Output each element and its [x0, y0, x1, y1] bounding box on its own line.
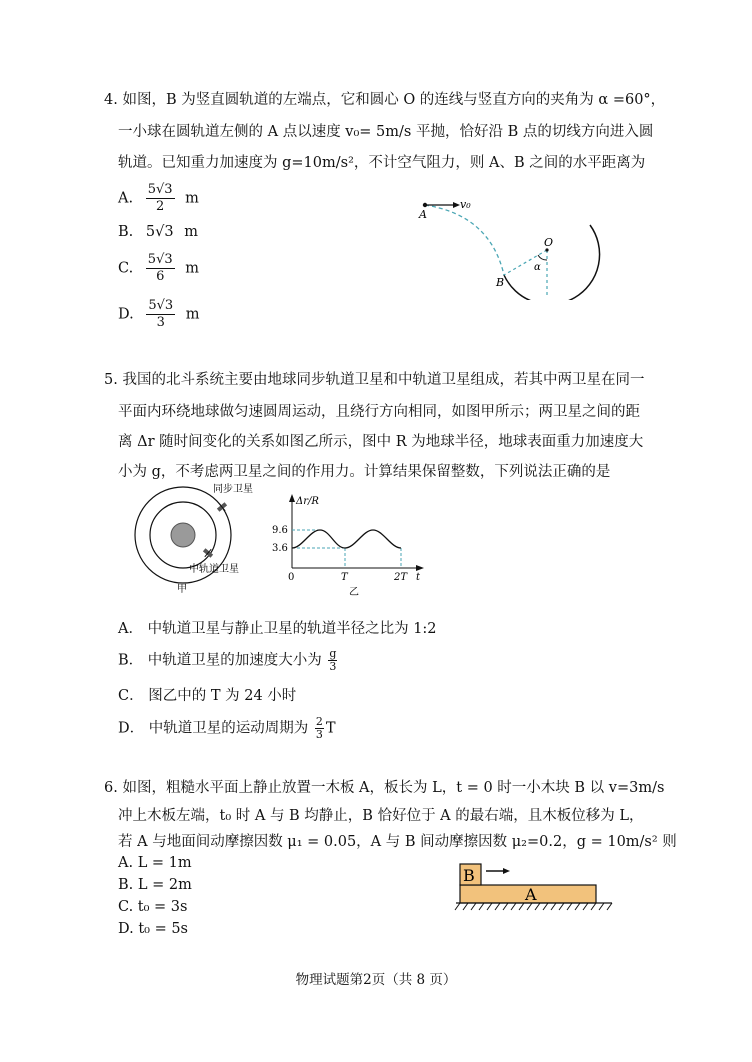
q6-option-c[interactable]: C. t₀ = 3s	[118, 899, 188, 915]
q5-line-4: 小为 g，不考虑两卫星之间的作用力。计算结果保留整数，下列说法正确的是	[118, 464, 611, 480]
q5-distance-time-graph	[270, 490, 430, 600]
q6-line-1: 6. 如图，粗糙水平面上静止放置一木板 A，板长为 L，t = 0 时一小木块 B 以 v=3m/s	[104, 780, 665, 796]
q6-option-a[interactable]: A. L = 1m	[118, 855, 192, 871]
q5-line-3: 离 Δr 随时间变化的关系如图乙所示，图中 R 为地球半径，地球表面重力加速度大	[118, 434, 644, 450]
y-axis-arrow	[289, 494, 295, 502]
label-b: B	[463, 866, 475, 885]
q5-orbit-figure	[125, 480, 285, 595]
q4-option-d[interactable]	[118, 298, 200, 331]
q6-option-b[interactable]: B. L = 2m	[118, 877, 192, 893]
q4-option-c-fraction: $\frac{5√3}{6}$	[147, 252, 173, 284]
q4-option-c-unit: m	[185, 260, 199, 277]
q4-line-3: 轨道。已知重力加速度为 g=10m/s²，不计空气阻力，则 A、B 之间的水平距离为	[118, 155, 646, 171]
x-axis-arrow	[416, 565, 424, 571]
q5-option-b-letter: B．	[118, 652, 144, 669]
q4-option-d-fraction: $\frac{5√3}{3}$	[148, 298, 174, 330]
q5-line-1: 5. 我国的北斗系统主要由地球同步轨道卫星和中轨道卫星组成，若其中两卫星在同一	[104, 372, 645, 388]
q4-option-d-unit: m	[185, 306, 200, 323]
q5-option-c-text: 图乙中的 T 为 24 小时	[148, 688, 297, 704]
q4-line-2: 一小球在圆轨道左侧的 A 点以速度 v₀= 5m/s 平抛，恰好沿 B 点的切线方向进入圆	[118, 124, 654, 140]
q5-option-a[interactable]	[118, 617, 437, 638]
projectile-path	[425, 205, 504, 275]
page-footer: 物理试题第2页（共 8 页）	[295, 972, 457, 988]
q5-option-b-fraction: $\frac{g}{3}$	[329, 647, 337, 673]
label-a: A	[525, 885, 537, 904]
ground-hatching	[455, 903, 612, 910]
q4-trajectory-figure	[410, 190, 610, 300]
q5-option-c[interactable]	[118, 684, 296, 705]
q4-option-c-letter: C.	[118, 260, 134, 277]
earth	[171, 523, 195, 547]
label-sync-satellite: 同步卫星	[213, 484, 253, 495]
q4-option-c[interactable]	[118, 252, 199, 285]
b-velocity-arrowhead	[503, 868, 510, 874]
q5-line-2: 平面内环绕地球做匀速圆周运动，且绕行方向相同，如图甲所示；两卫星之间的距	[118, 404, 640, 420]
label-v0: v₀	[460, 198, 471, 211]
caption-jia: 甲	[177, 584, 187, 595]
q6-board-figure	[450, 858, 620, 918]
q5-option-b-text: 中轨道卫星的加速度大小为	[147, 652, 322, 669]
y-tick-high: 9.6	[272, 525, 288, 536]
alpha-arc	[538, 255, 547, 260]
q5-option-d[interactable]	[118, 716, 336, 741]
ylabel: Δr/R	[296, 496, 319, 507]
sync-satellite-icon	[215, 500, 229, 514]
q4-option-a-letter: A.	[118, 190, 134, 207]
q5-option-b[interactable]	[118, 648, 339, 673]
q5-option-d-fraction: $\frac{2}{3}$	[315, 715, 323, 741]
label-a: A	[419, 208, 427, 221]
label-b: B	[496, 276, 505, 289]
caption-yi: 乙	[349, 587, 359, 598]
distance-curve	[292, 530, 401, 548]
q5-option-d-letter: D．	[118, 720, 145, 737]
xlabel: t	[416, 572, 421, 583]
y-tick-low: 3.6	[272, 543, 288, 554]
q4-option-b[interactable]	[118, 224, 198, 240]
x-tick-2t: 2T	[394, 572, 408, 583]
q5-option-c-letter: C．	[118, 688, 144, 704]
q5-option-a-text: 中轨道卫星与静止卫星的轨道半径之比为 1:2	[147, 621, 437, 637]
x-tick-0: 0	[288, 572, 295, 583]
q5-option-d-text: 中轨道卫星的运动周期为	[148, 720, 309, 737]
q4-option-d-letter: D.	[118, 306, 134, 323]
label-o: O	[544, 236, 554, 249]
q4-option-b-unit: m	[184, 224, 198, 240]
q6-line-3: 若 A 与地面间动摩擦因数 μ₁ = 0.05，A 与 B 间动摩擦因数 μ₂=0.2，g = 10m/s² 则	[118, 834, 677, 850]
q6-option-d[interactable]: D. t₀ = 5s	[118, 921, 189, 937]
q4-option-a[interactable]	[118, 182, 199, 215]
q4-option-a-unit: m	[185, 190, 199, 207]
x-tick-t: T	[341, 572, 348, 583]
label-mid-satellite: 中轨道卫星	[189, 564, 239, 575]
q5-option-a-letter: A．	[118, 621, 143, 637]
q6-line-2: 冲上木板左端，t₀ 时 A 与 B 均静止，B 恰好位于 A 的最右端，且木板位移为 L，	[118, 808, 644, 824]
q4-option-b-value: 5√3	[145, 224, 174, 240]
q4-option-a-fraction: $\frac{5√3}{2}$	[147, 182, 173, 214]
label-alpha: α	[534, 262, 541, 273]
q4-line-1: 4. 如图，B 为竖直圆轨道的左端点，它和圆心 O 的连线与竖直方向的夹角为 α =60°，	[104, 92, 666, 108]
velocity-arrowhead	[453, 202, 460, 208]
q5-option-d-suffix: T	[325, 720, 336, 737]
q4-option-b-letter: B.	[118, 224, 134, 240]
